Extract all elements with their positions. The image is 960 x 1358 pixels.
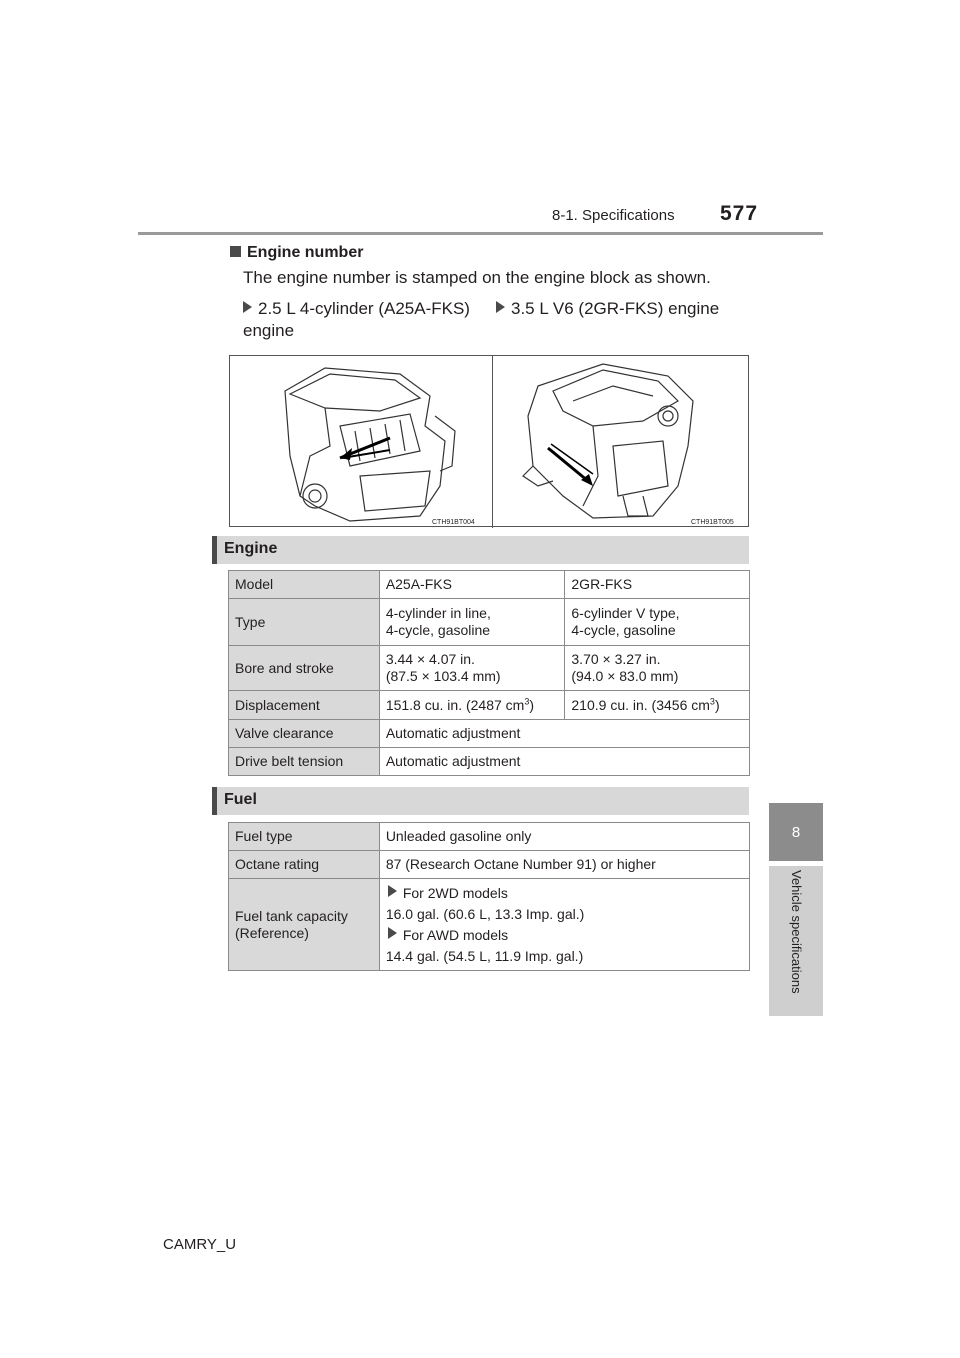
header-rule xyxy=(138,232,823,235)
table-row xyxy=(229,748,750,776)
line: (Reference) xyxy=(235,924,309,941)
row-key: Octane rating xyxy=(229,851,380,879)
engine-number-intro: The engine number is stamped on the engine block as shown. xyxy=(243,268,711,287)
triangle-bullet-icon xyxy=(496,301,505,313)
cell-a25a xyxy=(379,691,565,720)
line: 6-cylinder V type, xyxy=(571,605,680,621)
line: 4-cycle, gasoline xyxy=(571,622,676,638)
cell-2gr: 2GR-FKS xyxy=(565,571,750,599)
table-row xyxy=(229,599,750,646)
engine-figure xyxy=(229,355,749,527)
superscript: 3 xyxy=(524,695,530,706)
engine-number-heading xyxy=(230,244,363,262)
row-key: Fuel type xyxy=(229,823,380,851)
row-key: Model xyxy=(229,571,380,599)
line: (87.5 × 103.4 mm) xyxy=(385,668,501,684)
cell-a25a: A25A-FKS xyxy=(379,571,565,599)
fuel-table-title xyxy=(212,787,749,815)
table-row xyxy=(229,879,750,971)
row-value xyxy=(379,879,749,971)
title-text: Fuel xyxy=(224,791,257,808)
engine-spec-table xyxy=(228,570,750,776)
line: Fuel tank capacity xyxy=(235,907,348,924)
line: 3.44 × 4.07 in. xyxy=(385,651,475,667)
sub-label: For 2WD models xyxy=(402,884,508,901)
cell-2gr xyxy=(565,646,750,691)
engine-v6-illustration xyxy=(493,356,749,526)
model-code: CAMRY_U xyxy=(163,1236,237,1253)
row-key xyxy=(229,879,380,971)
chapter-tab-title: Vehicle specifications xyxy=(789,870,804,994)
row-key: Drive belt tension xyxy=(229,748,380,776)
row-value: Automatic adjustment xyxy=(379,720,749,748)
line: 4-cycle, gasoline xyxy=(385,622,491,638)
figure-code-right: CTH91BT005 xyxy=(691,519,734,526)
value-end: ) xyxy=(714,696,720,713)
line: (94.0 × 83.0 mm) xyxy=(571,668,679,684)
table-row xyxy=(229,720,750,748)
superscript: 3 xyxy=(709,695,715,706)
section-title: 8-1. Specifications xyxy=(552,207,675,224)
triangle-bullet-icon xyxy=(388,885,397,897)
cell-a25a xyxy=(379,599,565,646)
title-text: Engine xyxy=(224,540,278,557)
row-key: Displacement xyxy=(229,691,380,720)
line: 3.70 × 3.27 in. xyxy=(571,651,661,667)
heading-text: Engine number xyxy=(247,244,364,261)
cell-2gr xyxy=(565,599,750,646)
page-header xyxy=(0,200,960,240)
title-bar xyxy=(212,536,217,564)
table-row xyxy=(229,851,750,879)
value: 151.8 cu. in. (2487 cm xyxy=(385,696,525,713)
engine-label-4cyl xyxy=(243,298,493,342)
table-row xyxy=(229,646,750,691)
row-value: 87 (Research Octane Number 91) or higher xyxy=(379,851,749,879)
sub-label: For AWD models xyxy=(402,926,509,943)
title-bar xyxy=(212,787,217,815)
table-row xyxy=(229,823,750,851)
fuel-spec-table xyxy=(228,822,750,971)
engine-4cyl-illustration xyxy=(230,356,492,526)
value: 210.9 cu. in. (3456 cm xyxy=(571,696,710,713)
engine-label-v6 xyxy=(496,298,746,320)
row-value: Automatic adjustment xyxy=(379,748,749,776)
cell-2gr xyxy=(565,691,750,720)
chapter-tab-number xyxy=(769,803,823,861)
label-text: 3.5 L V6 (2GR-FKS) engine xyxy=(511,299,720,318)
table-row xyxy=(229,571,750,599)
triangle-bullet-icon xyxy=(243,301,252,313)
square-bullet-icon xyxy=(230,246,241,257)
sub-value: 14.4 gal. (54.5 L, 11.9 Imp. gal.) xyxy=(385,947,584,964)
sub-item-awd xyxy=(386,925,743,946)
cell-a25a xyxy=(379,646,565,691)
sub-item-2wd xyxy=(386,883,743,904)
table-row xyxy=(229,691,750,720)
sub-value: 16.0 gal. (60.6 L, 13.3 Imp. gal.) xyxy=(385,905,585,922)
row-key: Bore and stroke xyxy=(229,646,380,691)
value-end: ) xyxy=(529,696,535,713)
chapter-number: 8 xyxy=(791,823,801,841)
row-key: Valve clearance xyxy=(229,720,380,748)
engine-table-title xyxy=(212,536,749,564)
line: 4-cylinder in line, xyxy=(385,605,491,621)
label-text: 2.5 L 4-cylinder (A25A-FKS) engine xyxy=(243,299,470,340)
triangle-bullet-icon xyxy=(388,927,397,939)
row-value: Unleaded gasoline only xyxy=(379,823,749,851)
row-key: Type xyxy=(229,599,380,646)
page-number: 577 xyxy=(720,202,759,225)
figure-code-left: CTH91BT004 xyxy=(432,519,475,526)
